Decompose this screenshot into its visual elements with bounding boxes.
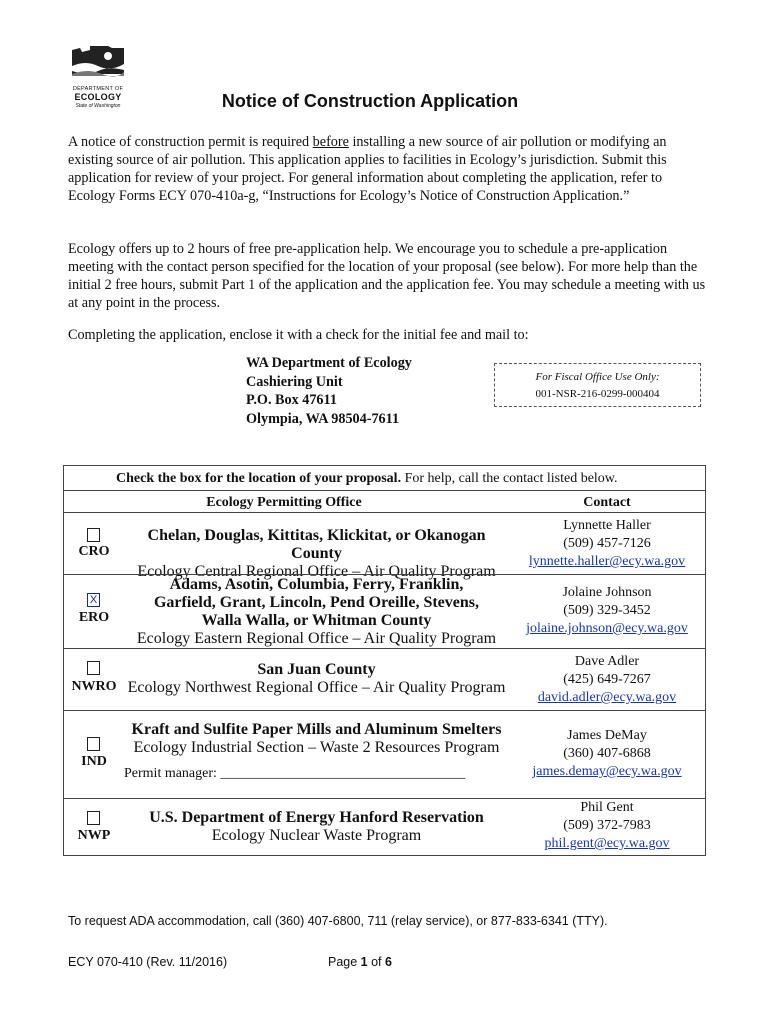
table-header-row [64, 490, 705, 512]
office-code-nwp: NWP [77, 828, 111, 843]
page-title: Notice of Construction Application [221, 91, 519, 111]
fiscal-office-box [494, 363, 701, 407]
contact-phone: (509) 372-7983 [563, 818, 651, 833]
office-code-ind: IND [81, 754, 107, 769]
logo-line-2: ECOLOGY [74, 92, 122, 102]
washington-state-logo-icon [68, 44, 128, 86]
page-total: 6 [385, 955, 392, 969]
table-instruction-row [64, 466, 705, 490]
office-counties-ero-2: Garfield, Grant, Lincoln, Pend Oreille, Stevens, [153, 594, 480, 611]
address-line-4: Olympia, WA 98504-7611 [246, 410, 400, 427]
office-counties-nwp: U.S. Department of Energy Hanford Reservation [149, 809, 484, 826]
intro-p1-underlined: before [312, 134, 349, 150]
form-number: ECY 070-410 (Rev. 11/2016) [68, 955, 228, 969]
contact-phone: (509) 329-3452 [563, 603, 651, 618]
contact-email-link[interactable]: phil.gent@ecy.wa.gov [544, 836, 670, 851]
office-name-ind: Ecology Industrial Section – Waste 2 Resources Program [133, 739, 500, 756]
checkbox-cro[interactable] [87, 528, 100, 542]
page-current: 1 [360, 955, 368, 969]
contact-name: Phil Gent [580, 800, 634, 815]
office-name-cro: Ecology Central Regional Office – Air Quality Program [137, 563, 496, 580]
intro-paragraph-2 [68, 240, 708, 312]
fiscal-number: 001-NSR-216-0299-000404 [535, 388, 660, 400]
contact-email-link[interactable]: james.demay@ecy.wa.gov [532, 764, 682, 779]
intro-p1-text-a: A notice of construction permit is required [68, 134, 313, 150]
table-row-nwp [64, 798, 705, 855]
contact-nwro [512, 653, 702, 707]
instruction-rest: For help, call the contact listed below. [401, 471, 618, 486]
address-line-2: Cashiering Unit [246, 373, 343, 390]
address-line-3: P.O. Box 47611 [246, 392, 337, 408]
table-row-cro [64, 512, 705, 580]
table-row-nwro [64, 648, 705, 710]
page-number [328, 955, 392, 969]
contact-email-link[interactable]: david.adler@ecy.wa.gov [537, 690, 677, 705]
office-code-ero: ERO [78, 610, 110, 625]
office-selection-table [63, 465, 706, 856]
contact-name: Dave Adler [574, 654, 640, 669]
header-office: Ecology Permitting Office [206, 495, 362, 510]
contact-phone: (360) 407-6868 [563, 746, 651, 761]
office-counties-ero-1: Adams, Asotin, Columbia, Ferry, Franklin, [169, 576, 464, 593]
address-line-1: WA Department of Ecology [246, 355, 412, 371]
page-separator: of [367, 955, 385, 969]
contact-cro [512, 517, 702, 571]
permit-manager-field[interactable] [124, 765, 465, 783]
office-name-ero: Ecology Eastern Regional Office – Air Quality Program [136, 630, 497, 647]
instruction-bold: Check the box for the location of your proposal. [116, 471, 402, 486]
intro-p1-text-b: installing a new source of air pollution or modifying an existing source of air pollution. This application applies to facilities in Ecology’s jurisdiction. Submit this application for review of your project. For general information about completing the application, refer to Ecology Forms ECY 070-410a-g, “Instructions for Ecology’s Notice of Construction Application.” [68, 134, 667, 204]
office-counties-nwro: San Juan County [257, 661, 376, 678]
header-contact: Contact [583, 495, 631, 510]
intro-paragraph-3 [68, 326, 708, 344]
table-row-ind [64, 710, 705, 798]
logo-line-3: State of Washington [75, 103, 121, 109]
ada-notice: To request ADA accommodation, call (360) 407-6800, 711 (relay service), or 877-833-6341 (TTY). [68, 914, 608, 928]
intro-p2-text: Ecology offers up to 2 hours of free pre-application help. We encourage you to schedule a pre-application meeting with the contact person specified for the location of your proposal (see below). For more help than the initial 2 free hours, submit Part 1 of the application and the application fee. You may schedule a meeting with us at any point in the process. [68, 241, 706, 311]
office-counties-ind: Kraft and Sulfite Paper Mills and Aluminum Smelters [131, 721, 502, 738]
checkbox-nwp[interactable] [87, 811, 100, 825]
contact-phone: (509) 457-7126 [563, 536, 651, 551]
contact-ero [512, 584, 702, 638]
office-counties-ero-3: Walla Walla, or Whitman County [201, 612, 432, 629]
office-name-nwp: Ecology Nuclear Waste Program [211, 827, 422, 844]
contact-name: Lynnette Haller [563, 518, 651, 533]
contact-nwp [512, 799, 702, 853]
checkbox-ind[interactable] [87, 737, 100, 751]
contact-ind [512, 727, 702, 781]
contact-email-link[interactable]: jolaine.johnson@ecy.wa.gov [526, 621, 688, 636]
intro-p3-text: Completing the application, enclose it with a check for the initial fee and mail to: [68, 327, 529, 343]
contact-email-link[interactable]: lynnette.haller@ecy.wa.gov [528, 554, 686, 569]
mailing-address [246, 354, 412, 428]
office-name-nwro: Ecology Northwest Regional Office – Air Quality Program [127, 679, 506, 696]
fiscal-label: For Fiscal Office Use Only: [535, 371, 660, 383]
office-code-cro: CRO [78, 544, 110, 559]
checkbox-ero[interactable]: X [87, 593, 100, 607]
page-prefix: Page [328, 955, 361, 969]
checkbox-nwro[interactable] [87, 661, 100, 675]
intro-paragraph-1 [68, 133, 708, 205]
logo-line-1: DEPARTMENT OF [72, 86, 124, 92]
contact-name: Jolaine Johnson [562, 585, 652, 600]
contact-phone: (425) 649-7267 [563, 672, 651, 687]
office-code-nwro: NWRO [71, 679, 117, 694]
permit-manager-line[interactable]: ___________________________________ [220, 766, 466, 781]
table-row-ero [64, 574, 705, 648]
office-counties-cro: Chelan, Douglas, Kittitas, Klickitat, or Okanogan County [147, 527, 486, 562]
contact-name: James DeMay [567, 728, 647, 743]
permit-manager-label: Permit manager: [124, 766, 221, 781]
